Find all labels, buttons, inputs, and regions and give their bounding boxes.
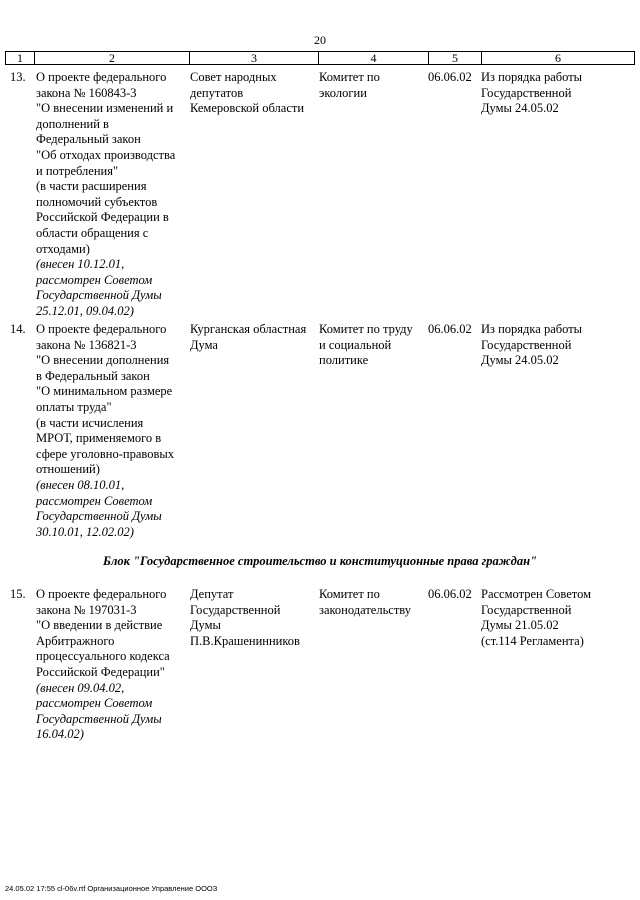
bill-title-line: "О минимальном размере: [36, 384, 173, 399]
date-cell: 06.06.02: [428, 587, 472, 601]
item-number: 14.: [10, 322, 26, 336]
status-line: Из порядка работы: [481, 322, 583, 336]
author-line: Кемеровской области: [190, 101, 305, 116]
status-line: (ст.114 Регламента): [481, 633, 584, 648]
bill-title-line: процессуального кодекса: [36, 649, 170, 664]
author-line: Совет народных: [190, 70, 277, 84]
status-line: Государственной: [481, 85, 572, 100]
item-number: 13.: [10, 70, 26, 84]
bill-title-line: в Федеральный закон: [36, 368, 150, 383]
status-line: Государственной: [481, 337, 572, 352]
author-line: Курганская областная: [190, 322, 307, 336]
bill-note-line: Государственной Думы: [36, 288, 162, 303]
bill-title-line: "Об отходах производства: [36, 147, 176, 162]
bill-title-line: полномочий субъектов: [36, 194, 158, 209]
bill-note-line: (внесен 10.12.01,: [36, 257, 125, 272]
bill-title-line: МРОТ, применяемого в: [36, 431, 162, 446]
item-number: 15.: [10, 587, 26, 601]
date-cell: 06.06.02: [428, 322, 472, 336]
bill-title-line: закона № 197031-3: [36, 602, 137, 617]
bill-note-line: 16.04.02): [36, 727, 84, 742]
bill-title-line: "О внесении изменений и: [36, 101, 174, 116]
bill-note-line: рассмотрен Советом: [36, 493, 153, 508]
committee-line: и социальной: [319, 337, 392, 352]
bill-title-line: Российской Федерации": [36, 664, 165, 679]
bill-note-line: рассмотрен Советом: [36, 272, 153, 287]
bill-note-line: Государственной Думы: [36, 509, 162, 524]
column-header: 2: [35, 52, 190, 65]
bill-title-line: О проекте федерального: [36, 322, 167, 336]
committee-line: экологии: [319, 85, 367, 100]
bill-title-line: оплаты труда": [36, 399, 112, 414]
bill-title-line: Российской Федерации в: [36, 210, 169, 225]
committee-line: Комитет по труду: [319, 322, 413, 336]
status-line: Из порядка работы: [481, 70, 583, 84]
bill-title-line: закона № 136821-3: [36, 337, 137, 352]
bill-title-cell: [36, 322, 186, 540]
status-line: Думы 24.05.02: [481, 353, 559, 368]
bill-title-line: Федеральный закон: [36, 132, 141, 147]
bill-note-line: (внесен 09.04.02,: [36, 680, 125, 695]
block-heading: Блок "Государственное строительство и конституционные права граждан": [103, 554, 537, 568]
author-cell: [190, 322, 316, 353]
bill-title-line: Арбитражного: [36, 633, 115, 648]
bill-title-line: сфере уголовно-правовых: [36, 446, 175, 461]
bill-note-line: 30.10.01, 12.02.02): [36, 524, 134, 539]
bill-title-cell: [36, 70, 186, 320]
author-line: П.В.Крашенинников: [190, 633, 300, 648]
bill-title-line: (в части расширения: [36, 179, 147, 194]
date-cell: 06.06.02: [428, 70, 472, 84]
bill-note-line: Государственной Думы: [36, 711, 162, 726]
author-cell: [190, 70, 316, 117]
committee-cell: [319, 70, 427, 101]
status-line: Думы 21.05.02: [481, 618, 559, 633]
bill-title-line: О проекте федерального: [36, 587, 167, 601]
bill-title-line: области обращения с: [36, 225, 149, 240]
column-header: 6: [482, 52, 635, 65]
author-line: Думы: [190, 618, 221, 633]
column-header: 4: [319, 52, 429, 65]
status-line: Думы 24.05.02: [481, 101, 559, 116]
bill-title-line: дополнений в: [36, 116, 109, 131]
author-line: депутатов: [190, 85, 244, 100]
column-header: 1: [6, 52, 35, 65]
page-number: 20: [314, 33, 326, 47]
column-header: 3: [190, 52, 319, 65]
column-header-table: [5, 51, 635, 65]
bill-title-line: "О введении в действие: [36, 618, 163, 633]
footer-stamp: 24.05.02 17:55 cl-06v.rtf Организационное Управление ОООЗ: [5, 884, 218, 893]
author-line: Депутат: [190, 587, 234, 601]
bill-note-line: 25.12.01, 09.04.02): [36, 303, 134, 318]
author-cell: [190, 587, 316, 649]
bill-title-line: отходами): [36, 241, 90, 256]
committee-line: Комитет по: [319, 70, 380, 84]
status-cell: [481, 70, 633, 117]
bill-title-line: закона № 160843-3: [36, 85, 137, 100]
author-line: Дума: [190, 337, 218, 352]
author-line: Государственной: [190, 602, 281, 617]
bill-title-line: (в части исчисления: [36, 415, 144, 430]
committee-line: Комитет по: [319, 587, 380, 601]
status-cell: [481, 587, 633, 649]
bill-note-line: рассмотрен Советом: [36, 696, 153, 711]
bill-title-line: отношений): [36, 462, 100, 477]
committee-line: политике: [319, 353, 369, 368]
committee-cell: [319, 322, 427, 369]
committee-line: законодательству: [319, 602, 412, 617]
status-line: Государственной: [481, 602, 572, 617]
bill-title-line: О проекте федерального: [36, 70, 167, 84]
committee-cell: [319, 587, 427, 618]
bill-note-line: (внесен 08.10.01,: [36, 477, 125, 492]
status-cell: [481, 322, 633, 369]
column-header: 5: [429, 52, 482, 65]
bill-title-line: "О внесении дополнения: [36, 353, 170, 368]
status-line: Рассмотрен Советом: [481, 587, 592, 601]
bill-title-line: и потребления": [36, 163, 119, 178]
bill-title-cell: [36, 587, 186, 743]
